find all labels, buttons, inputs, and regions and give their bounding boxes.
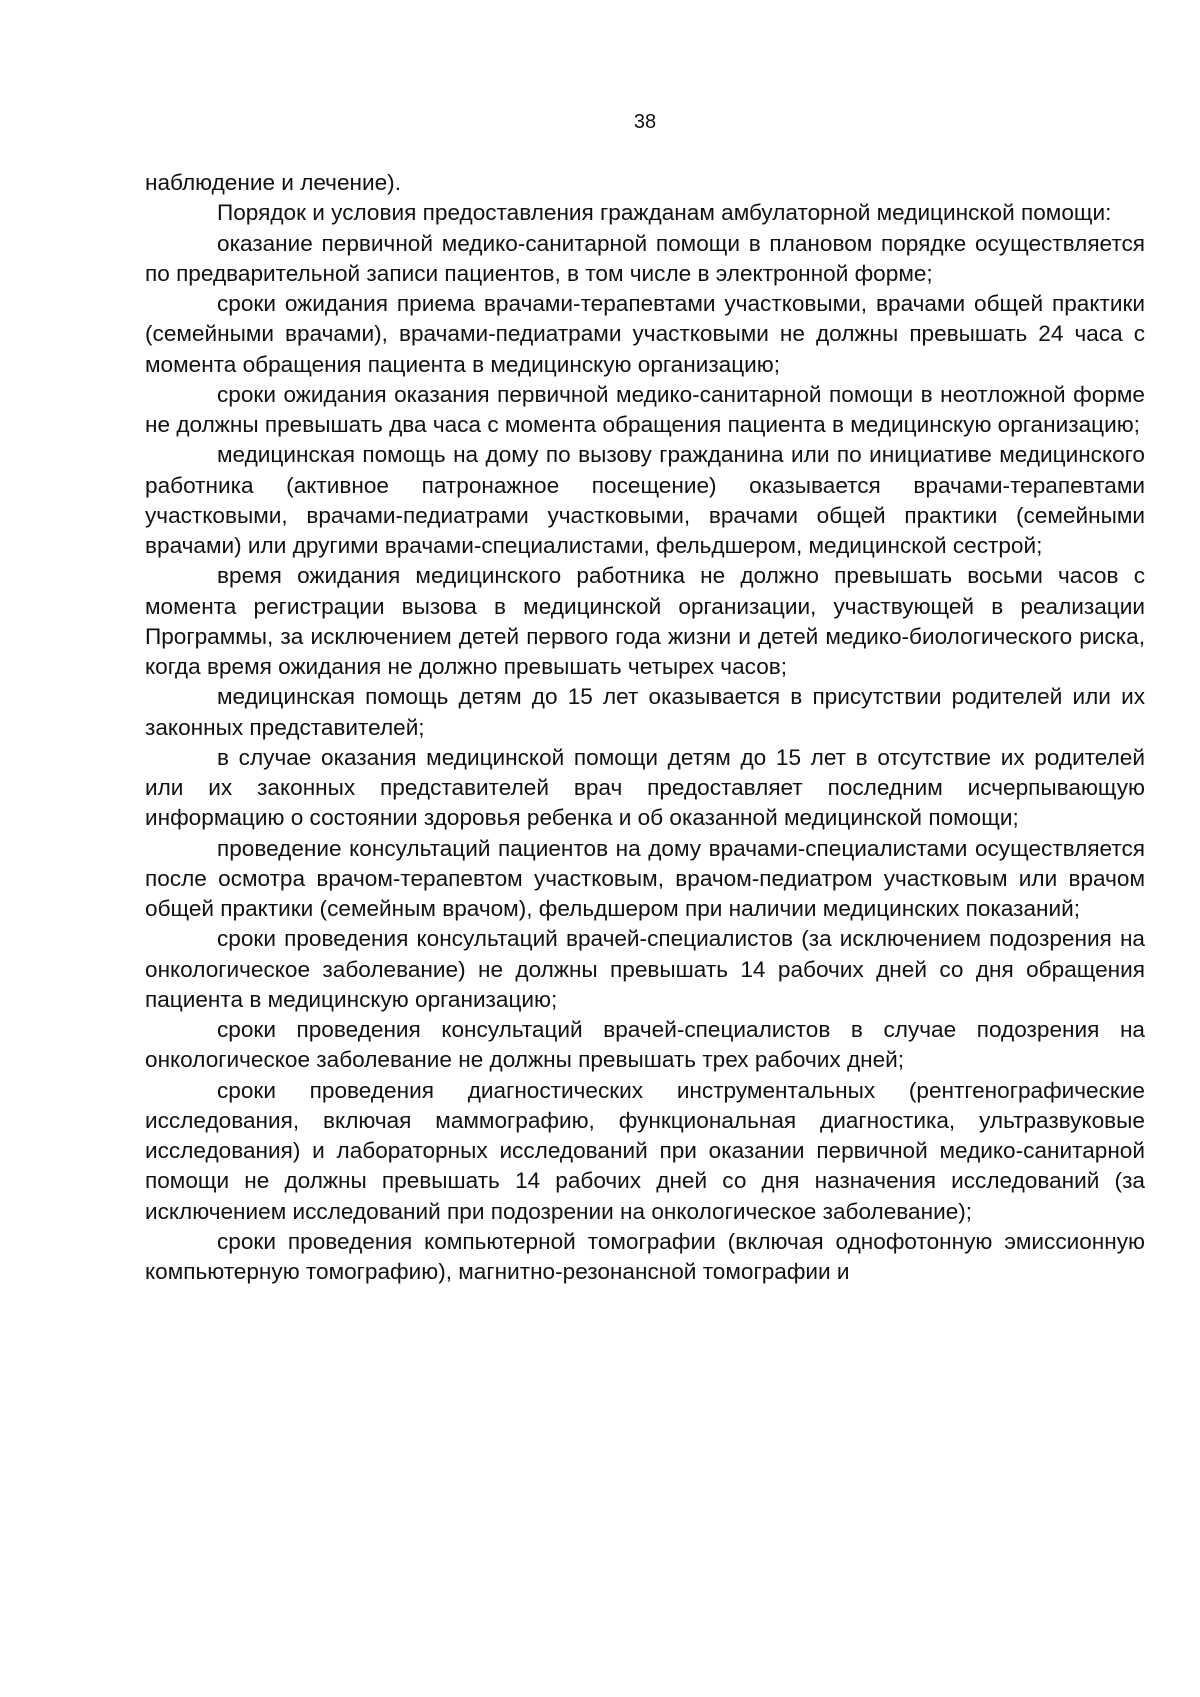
paragraph: оказание первичной медико-санитарной помощи в плановом порядке осуществляется по предварительной записи пациентов, в том числе в электронной форме; <box>145 230 1145 286</box>
paragraph: сроки ожидания приема врачами-терапевтами участковыми, врачами общей практики (семейными врачами), врачами-педиатрами участковыми не должны превышать 24 часа с момента обращения пациента в медицинскую организацию; <box>145 291 1145 377</box>
paragraph: Порядок и условия предоставления гражданам амбулаторной медицинской помощи: <box>217 200 1112 226</box>
paragraph: медицинская помощь на дому по вызову гражданина или по инициативе медицинского работника (активное патронажное посещение) оказывается врачами-терапевтами участковыми, врачами-педиатрами участковыми, врачами общей практики (семейными врачами) или другими врачами-специалистами, фельдшером, медицинской сестрой; <box>145 442 1145 558</box>
page-number: 38 <box>633 111 657 133</box>
paragraph: сроки ожидания оказания первичной медико-санитарной помощи в неотложной форме не должны превышать два часа с момента обращения пациента в медицинскую организацию; <box>145 381 1145 437</box>
paragraph-continuation: наблюдение и лечение). <box>145 170 401 195</box>
paragraph: время ожидания медицинского работника не должно превышать восьми часов с момента регистрации вызова в медицинской организации, участвующей в реализации Программы, за исключением детей первого года жизни и детей медико-биологического риска, когда время ожидания не должно превышать четырех часов; <box>145 563 1145 679</box>
paragraph: сроки проведения консультаций врачей-специалистов в случае подозрения на онкологическое заболевание не должны превышать трех рабочих дней; <box>145 1017 1145 1073</box>
paragraph: медицинская помощь детям до 15 лет оказывается в присутствии родителей или их законных представителей; <box>145 684 1145 740</box>
document-page <box>145 110 1145 1287</box>
paragraph: сроки проведения диагностических инструментальных (рентгенографические исследования, включая маммографию, функциональная диагностика, ультразвуковые исследования) и лабораторных исследований при оказании первичной медико-санитарной помощи не должны превышать 14 рабочих дней со дня назначения исследований (за исключением исследований при подозрении на онкологическое заболевание); <box>145 1077 1145 1224</box>
paragraph: в случае оказания медицинской помощи детям до 15 лет в отсутствие их родителей или их законных представителей врач предоставляет последним исчерпывающую информацию о состоянии здоровья ребенка и об оказанной медицинской помощи; <box>145 744 1145 831</box>
paragraph: сроки проведения компьютерной томографии (включая однофотонную эмиссионную компьютерную томографию), магнитно-резонансной томографии и <box>145 1228 1145 1284</box>
paragraph: проведение консультаций пациентов на дому врачами-специалистами осуществляется после осмотра врачом-терапевтом участковым, врачом-педиатром участковым или врачом общей практики (семейным врачом), фельдшером при наличии медицинских показаний; <box>145 835 1145 921</box>
paragraph: сроки проведения консультаций врачей-специалистов (за исключением подозрения на онкологическое заболевание) не должны превышать 14 рабочих дней со дня обращения пациента в медицинскую организацию; <box>145 926 1145 1012</box>
